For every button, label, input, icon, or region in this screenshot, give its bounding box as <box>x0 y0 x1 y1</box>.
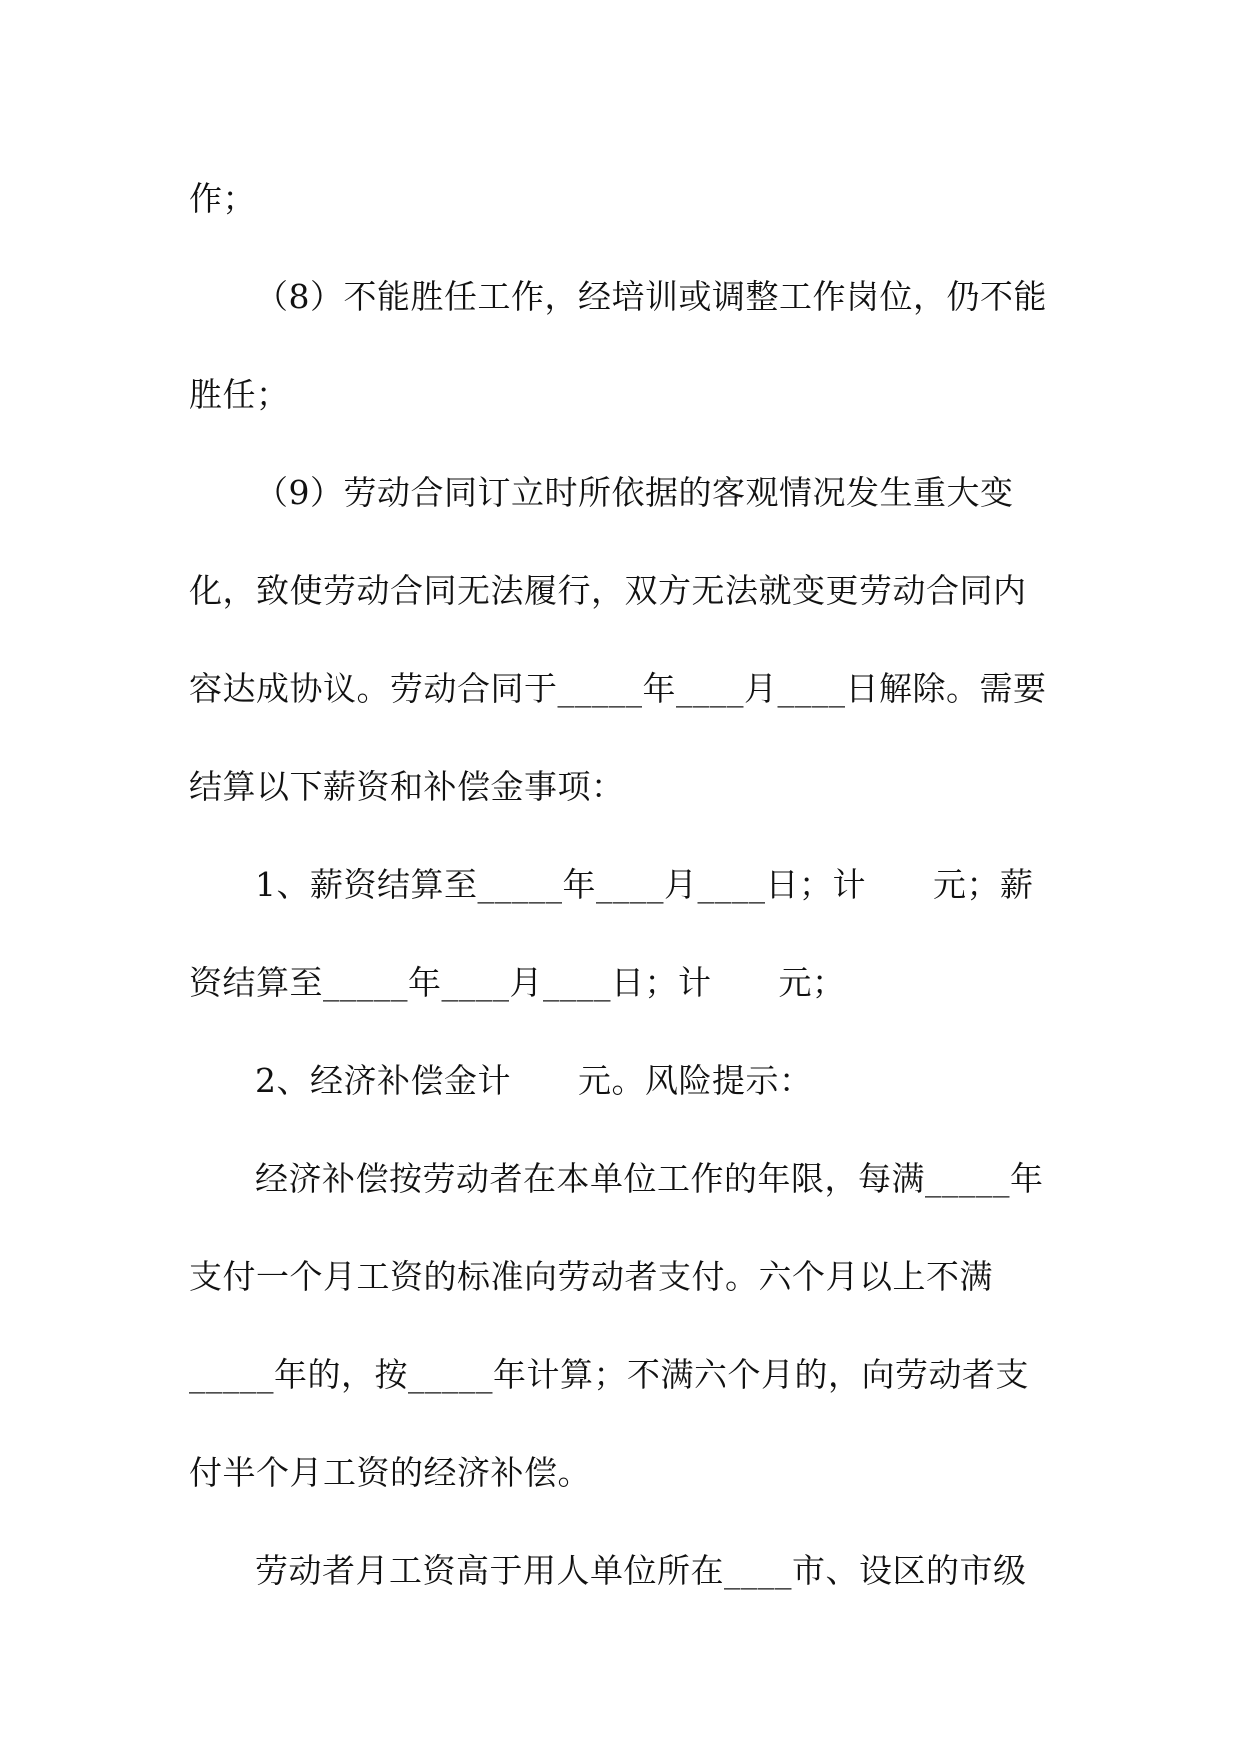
text-line: 付半个月工资的经济补偿。 <box>189 1453 591 1492</box>
text-line: 资结算至_____年____月____日；计 元； <box>189 963 846 1002</box>
text-line: 作； <box>189 179 256 218</box>
text-line: 1、薪资结算至_____年____月____日；计 元；薪 <box>255 865 1034 904</box>
text-line: 化，致使劳动合同无法履行，双方无法就变更劳动合同内 <box>189 571 1027 610</box>
text-line: 容达成协议。劳动合同于_____年____月____日解除。需要 <box>189 669 1047 708</box>
text-line: 经济补偿按劳动者在本单位工作的年限，每满_____年 <box>255 1159 1044 1198</box>
text-line: （9）劳动合同订立时所依据的客观情况发生重大变 <box>255 473 1014 512</box>
text-line: 支付一个月工资的标准向劳动者支付。六个月以上不满 <box>189 1257 993 1296</box>
text-line: 胜任； <box>189 375 290 414</box>
text-line: 结算以下薪资和补偿金事项： <box>189 767 625 806</box>
text-line: _____年的，按_____年计算；不满六个月的，向劳动者支 <box>189 1355 1029 1394</box>
text-line: 2、经济补偿金计 元。风险提示： <box>255 1061 813 1100</box>
text-line: 劳动者月工资高于用人单位所在____市、设区的市级 <box>255 1551 1027 1590</box>
text-line: （8）不能胜任工作，经培训或调整工作岗位，仍不能 <box>255 277 1047 316</box>
